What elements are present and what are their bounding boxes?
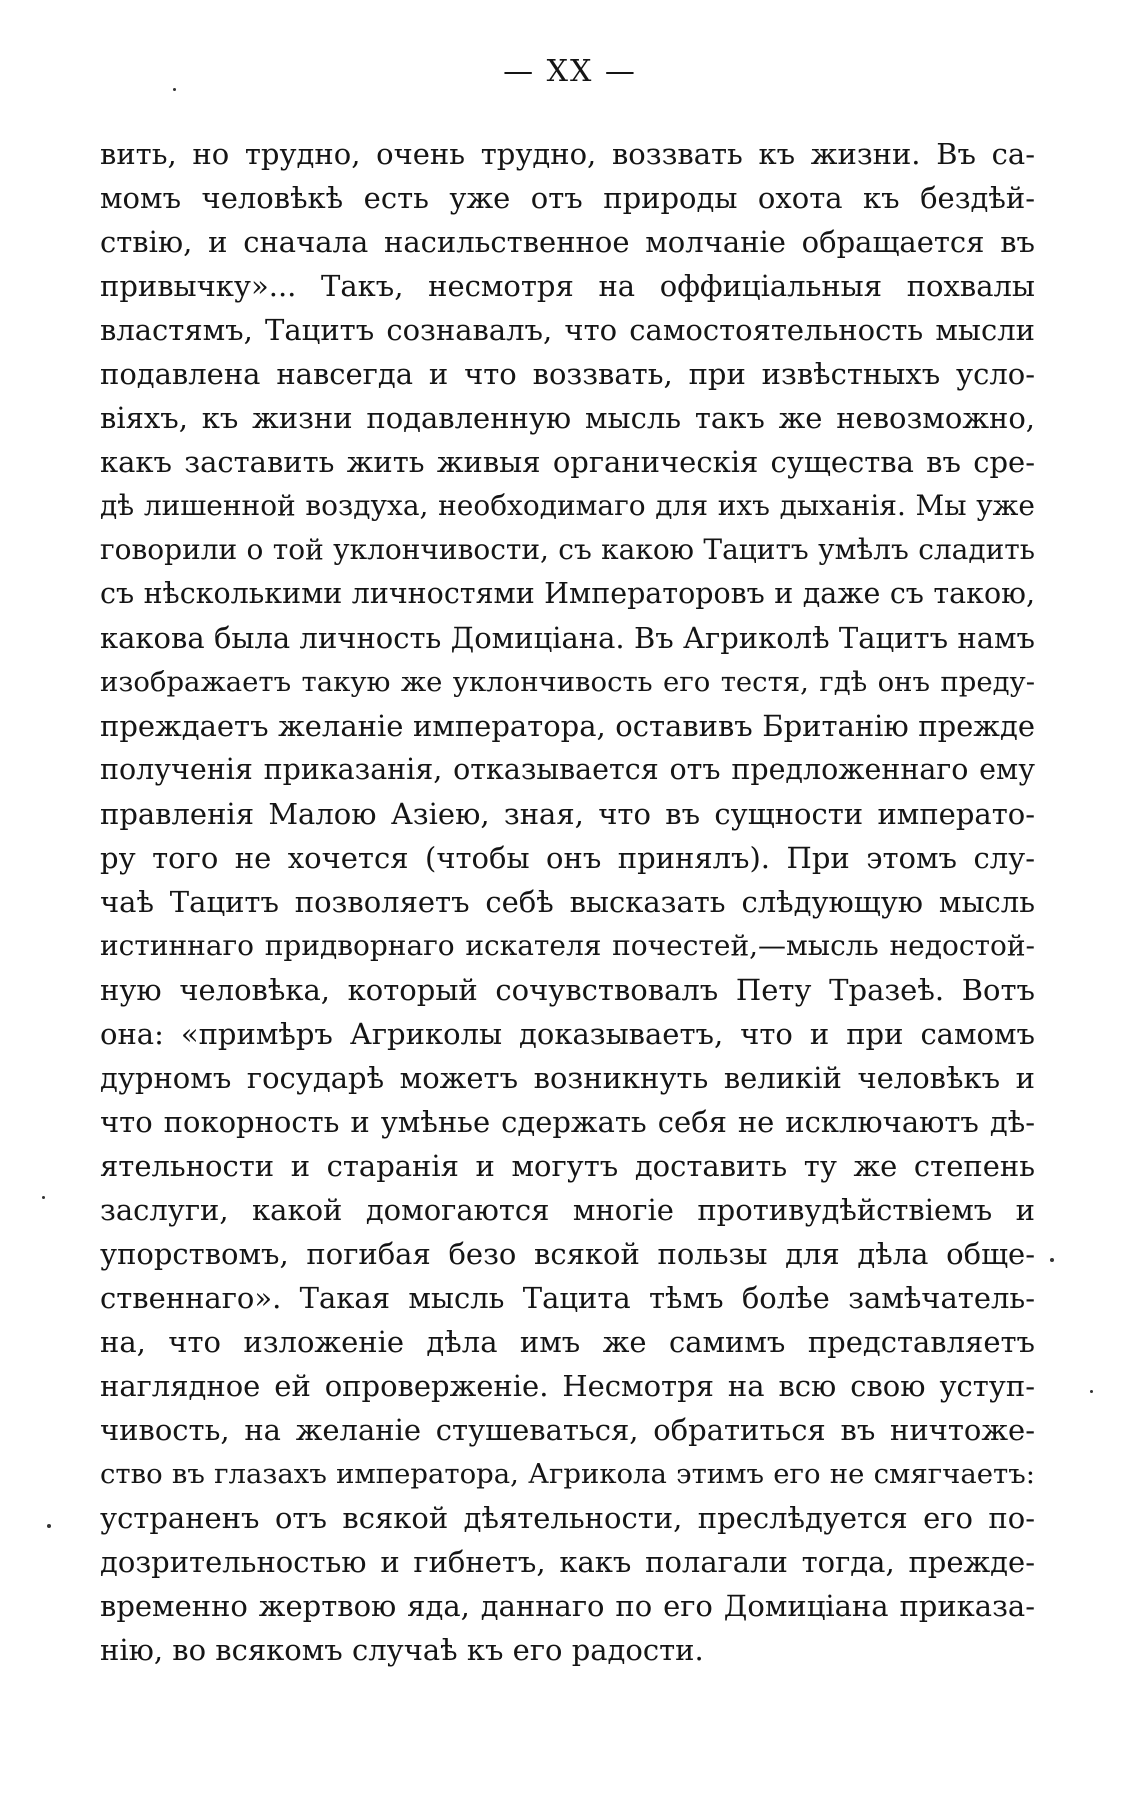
text-line: упорствомъ, погибая безо всякой пользы для дѣла обще- <box>100 1237 1035 1271</box>
text-line: съ нѣсколькими личностями Императоровъ и даже съ такою, <box>100 577 1035 610</box>
print-speck <box>1050 1258 1054 1262</box>
text-line: на, что изложеніе дѣла имъ же самимъ представляетъ <box>100 1325 1035 1359</box>
page-number: — XX — <box>503 54 637 89</box>
text-line: дозрительностью и гибнетъ, какъ полагали тогда, прежде- <box>100 1545 1035 1579</box>
text-line: дурномъ государѣ можетъ возникнуть великій человѣкъ и <box>100 1061 1035 1095</box>
text-line: ную человѣка, который сочувствовалъ Пету Тразеѣ. Вотъ <box>100 973 1035 1007</box>
text-line: подавлена навсегда и что воззвать, при извѣстныхъ усло- <box>100 357 1035 391</box>
text-line: чаѣ Тацитъ позволяетъ себѣ высказать слѣдующую мысль <box>100 885 1035 919</box>
text-line: она: «примѣръ Агриколы доказываетъ, что и при самомъ <box>100 1017 1035 1051</box>
text-line: чивость, на желаніе стушеваться, обратиться въ ничтоже- <box>100 1413 1035 1447</box>
text-line: ру того не хочется (чтобы онъ принялъ). При этомъ слу- <box>100 841 1035 875</box>
text-line: привычку»... Такъ, несмотря на оффиціальныя похвалы <box>100 269 1035 303</box>
text-line: дѣ лишенной воздуха, необходимаго для ихъ дыханія. Мы уже <box>100 489 1035 522</box>
text-line: властямъ, Тацитъ сознавалъ, что самостоятельность мысли <box>100 313 1035 347</box>
text-line: устраненъ отъ всякой дѣятельности, преслѣдуется его по- <box>100 1501 1035 1535</box>
text-line: говорили о той уклончивости, съ какою Тацитъ умѣлъ сладить <box>100 533 1035 566</box>
text-line: момъ человѣкѣ есть уже отъ природы охота къ бездѣй- <box>100 181 1035 215</box>
print-speck <box>1090 1390 1093 1393</box>
text-line: ствію, и сначала насильственное молчаніе обращается въ <box>100 225 1035 259</box>
text-line: что покорность и умѣнье сдержать себя не исключаютъ дѣ- <box>100 1105 1035 1139</box>
text-line: правленія Малою Азіею, зная, что въ сущности императо- <box>100 797 1035 831</box>
text-line: нію, во всякомъ случаѣ къ его радости. <box>100 1633 704 1667</box>
text-line: какова была личность Домиціана. Въ Агриколѣ Тацитъ намъ <box>100 621 1035 655</box>
print-speck <box>42 1196 45 1199</box>
text-line: наглядное ей опроверженіе. Несмотря на всю свою уступ- <box>100 1369 1035 1403</box>
print-speck <box>173 88 176 91</box>
text-line: временно жертвою яда, даннаго по его Домиціана приказа- <box>100 1589 1035 1623</box>
print-speck <box>47 1524 51 1528</box>
text-line: заслуги, какой домогаются многіе противудѣйствіемъ и <box>100 1193 1035 1227</box>
text-line: изображаетъ такую же уклончивость его тестя, гдѣ онъ преду- <box>100 666 1035 698</box>
text-line: ятельности и старанія и могутъ доставить ту же степень <box>100 1149 1035 1183</box>
text-line: вить, но трудно, очень трудно, воззвать къ жизни. Въ са- <box>100 137 1035 171</box>
text-line: полученія приказанія, отказывается отъ предложеннаго ему <box>100 753 1035 786</box>
text-line: какъ заставить жить живыя органическія существа въ сре- <box>100 445 1035 479</box>
text-line: ственнаго». Такая мысль Тацита тѣмъ болѣе замѣчатель- <box>100 1281 1035 1315</box>
text-line: віяхъ, къ жизни подавленную мысль такъ же невозможно, <box>100 401 1035 435</box>
text-line: истиннаго придворнаго искателя почестей,—мысль недостой- <box>100 929 1035 962</box>
body-text <box>100 132 1035 1672</box>
text-line: ство въ глазахъ императора, Агрикола этимъ его не смягчаетъ: <box>100 1458 1035 1490</box>
text-line: преждаетъ желаніе императора, оставивъ Британію прежде <box>100 709 1035 743</box>
